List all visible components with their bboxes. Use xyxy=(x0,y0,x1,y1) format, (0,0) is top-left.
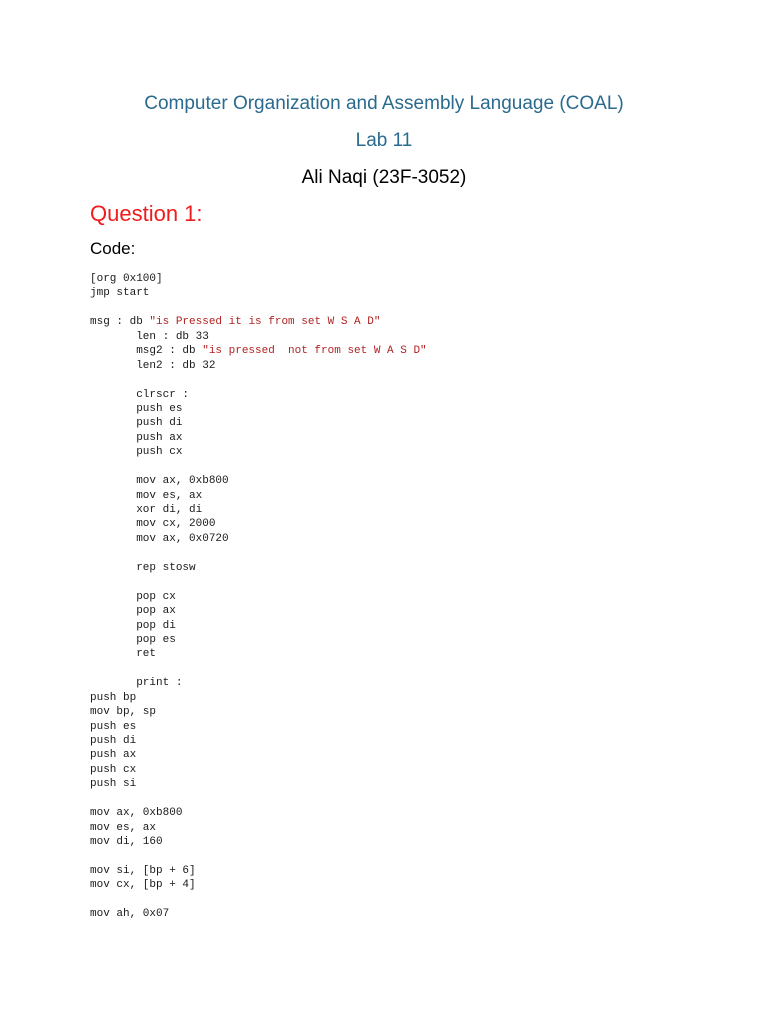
code-line xyxy=(90,402,427,416)
code-text: print : xyxy=(90,677,183,690)
code-line xyxy=(90,792,427,806)
code-line xyxy=(90,633,427,647)
code-line xyxy=(90,604,427,618)
code-text: msg : db xyxy=(90,316,150,329)
code-line xyxy=(90,460,427,474)
code-line xyxy=(90,676,427,690)
code-text: push cx xyxy=(90,763,137,776)
code-line xyxy=(90,647,427,661)
code-line xyxy=(90,474,427,488)
code-line xyxy=(90,806,427,820)
code-text: pop es xyxy=(90,633,176,646)
code-text: pop cx xyxy=(90,590,176,603)
code-text: xor di, di xyxy=(90,504,203,516)
code-text: push di xyxy=(90,417,183,430)
code-line xyxy=(90,619,427,633)
code-text: push di xyxy=(90,735,137,747)
code-line xyxy=(90,344,427,358)
code-line xyxy=(90,590,427,604)
code-line xyxy=(90,330,427,344)
code-line xyxy=(90,705,427,719)
code-text: push ax xyxy=(90,749,137,762)
code-text: push si xyxy=(90,778,137,791)
code-text: mov cx, [bp + 4] xyxy=(90,879,196,892)
code-line xyxy=(90,373,427,387)
code-line xyxy=(90,517,427,531)
code-text: len : db 33 xyxy=(90,330,209,343)
code-line xyxy=(90,763,427,777)
code-text: mov es, ax xyxy=(90,821,157,834)
code-line xyxy=(90,503,427,517)
code-text: mov ah, 0x07 xyxy=(90,908,170,921)
code-line xyxy=(90,850,427,864)
code-text: mov cx, 2000 xyxy=(90,518,216,531)
code-text: mov si, [bp + 6] xyxy=(90,864,196,877)
code-text: msg2 : db xyxy=(90,345,203,358)
code-text: mov di, 160 xyxy=(90,836,163,849)
code-text: push ax xyxy=(90,431,183,444)
code-line xyxy=(90,575,427,589)
code-text: mov bp, sp xyxy=(90,706,157,719)
author-name: Ali Naqi (23F-3052) xyxy=(301,167,467,188)
code-line xyxy=(90,864,427,878)
string-literal: "is pressed not from set W A S D" xyxy=(202,345,427,358)
code-text: pop di xyxy=(90,619,176,632)
code-line xyxy=(90,878,427,892)
code-text: push es xyxy=(90,402,183,415)
code-line xyxy=(90,734,427,748)
code-line xyxy=(90,359,427,373)
code-text: mov es, ax xyxy=(90,489,203,502)
code-text: clrscr : xyxy=(90,388,190,401)
code-line xyxy=(90,893,427,907)
code-text: mov ax, 0xb800 xyxy=(90,807,183,820)
code-line xyxy=(90,561,427,575)
code-text: mov ax, 0x0720 xyxy=(90,532,229,545)
code-line xyxy=(90,388,427,402)
code-line xyxy=(90,445,427,459)
document-title: Computer Organization and Assembly Language (COAL) xyxy=(144,93,624,114)
code-line xyxy=(90,489,427,503)
code-line xyxy=(90,546,427,560)
code-text: rep stosw xyxy=(90,561,196,574)
code-text: push cx xyxy=(90,446,183,459)
code-line xyxy=(90,532,427,546)
code-heading: Code: xyxy=(90,239,136,258)
code-line xyxy=(90,416,427,430)
code-line xyxy=(90,301,427,315)
lab-title: Lab 11 xyxy=(355,130,413,151)
code-line xyxy=(90,272,427,286)
code-block xyxy=(90,272,427,922)
code-text: push bp xyxy=(90,691,137,704)
code-text: jmp start xyxy=(90,287,150,300)
code-line xyxy=(90,835,427,849)
code-text: [org 0x100] xyxy=(90,273,163,285)
code-line xyxy=(90,777,427,791)
code-line xyxy=(90,748,427,762)
code-text: pop ax xyxy=(90,605,176,618)
code-line xyxy=(90,286,427,300)
code-line xyxy=(90,431,427,445)
question-heading: Question 1: xyxy=(90,201,203,226)
code-text: mov ax, 0xb800 xyxy=(90,475,229,488)
code-text: ret xyxy=(90,648,157,661)
code-line xyxy=(90,907,427,921)
code-text: push es xyxy=(90,720,137,733)
code-text: len2 : db 32 xyxy=(90,359,216,372)
code-line xyxy=(90,821,427,835)
code-line xyxy=(90,315,427,329)
string-literal: "is Pressed it is from set W S A D" xyxy=(149,316,381,329)
code-line xyxy=(90,720,427,734)
code-line xyxy=(90,691,427,705)
code-line xyxy=(90,662,427,676)
